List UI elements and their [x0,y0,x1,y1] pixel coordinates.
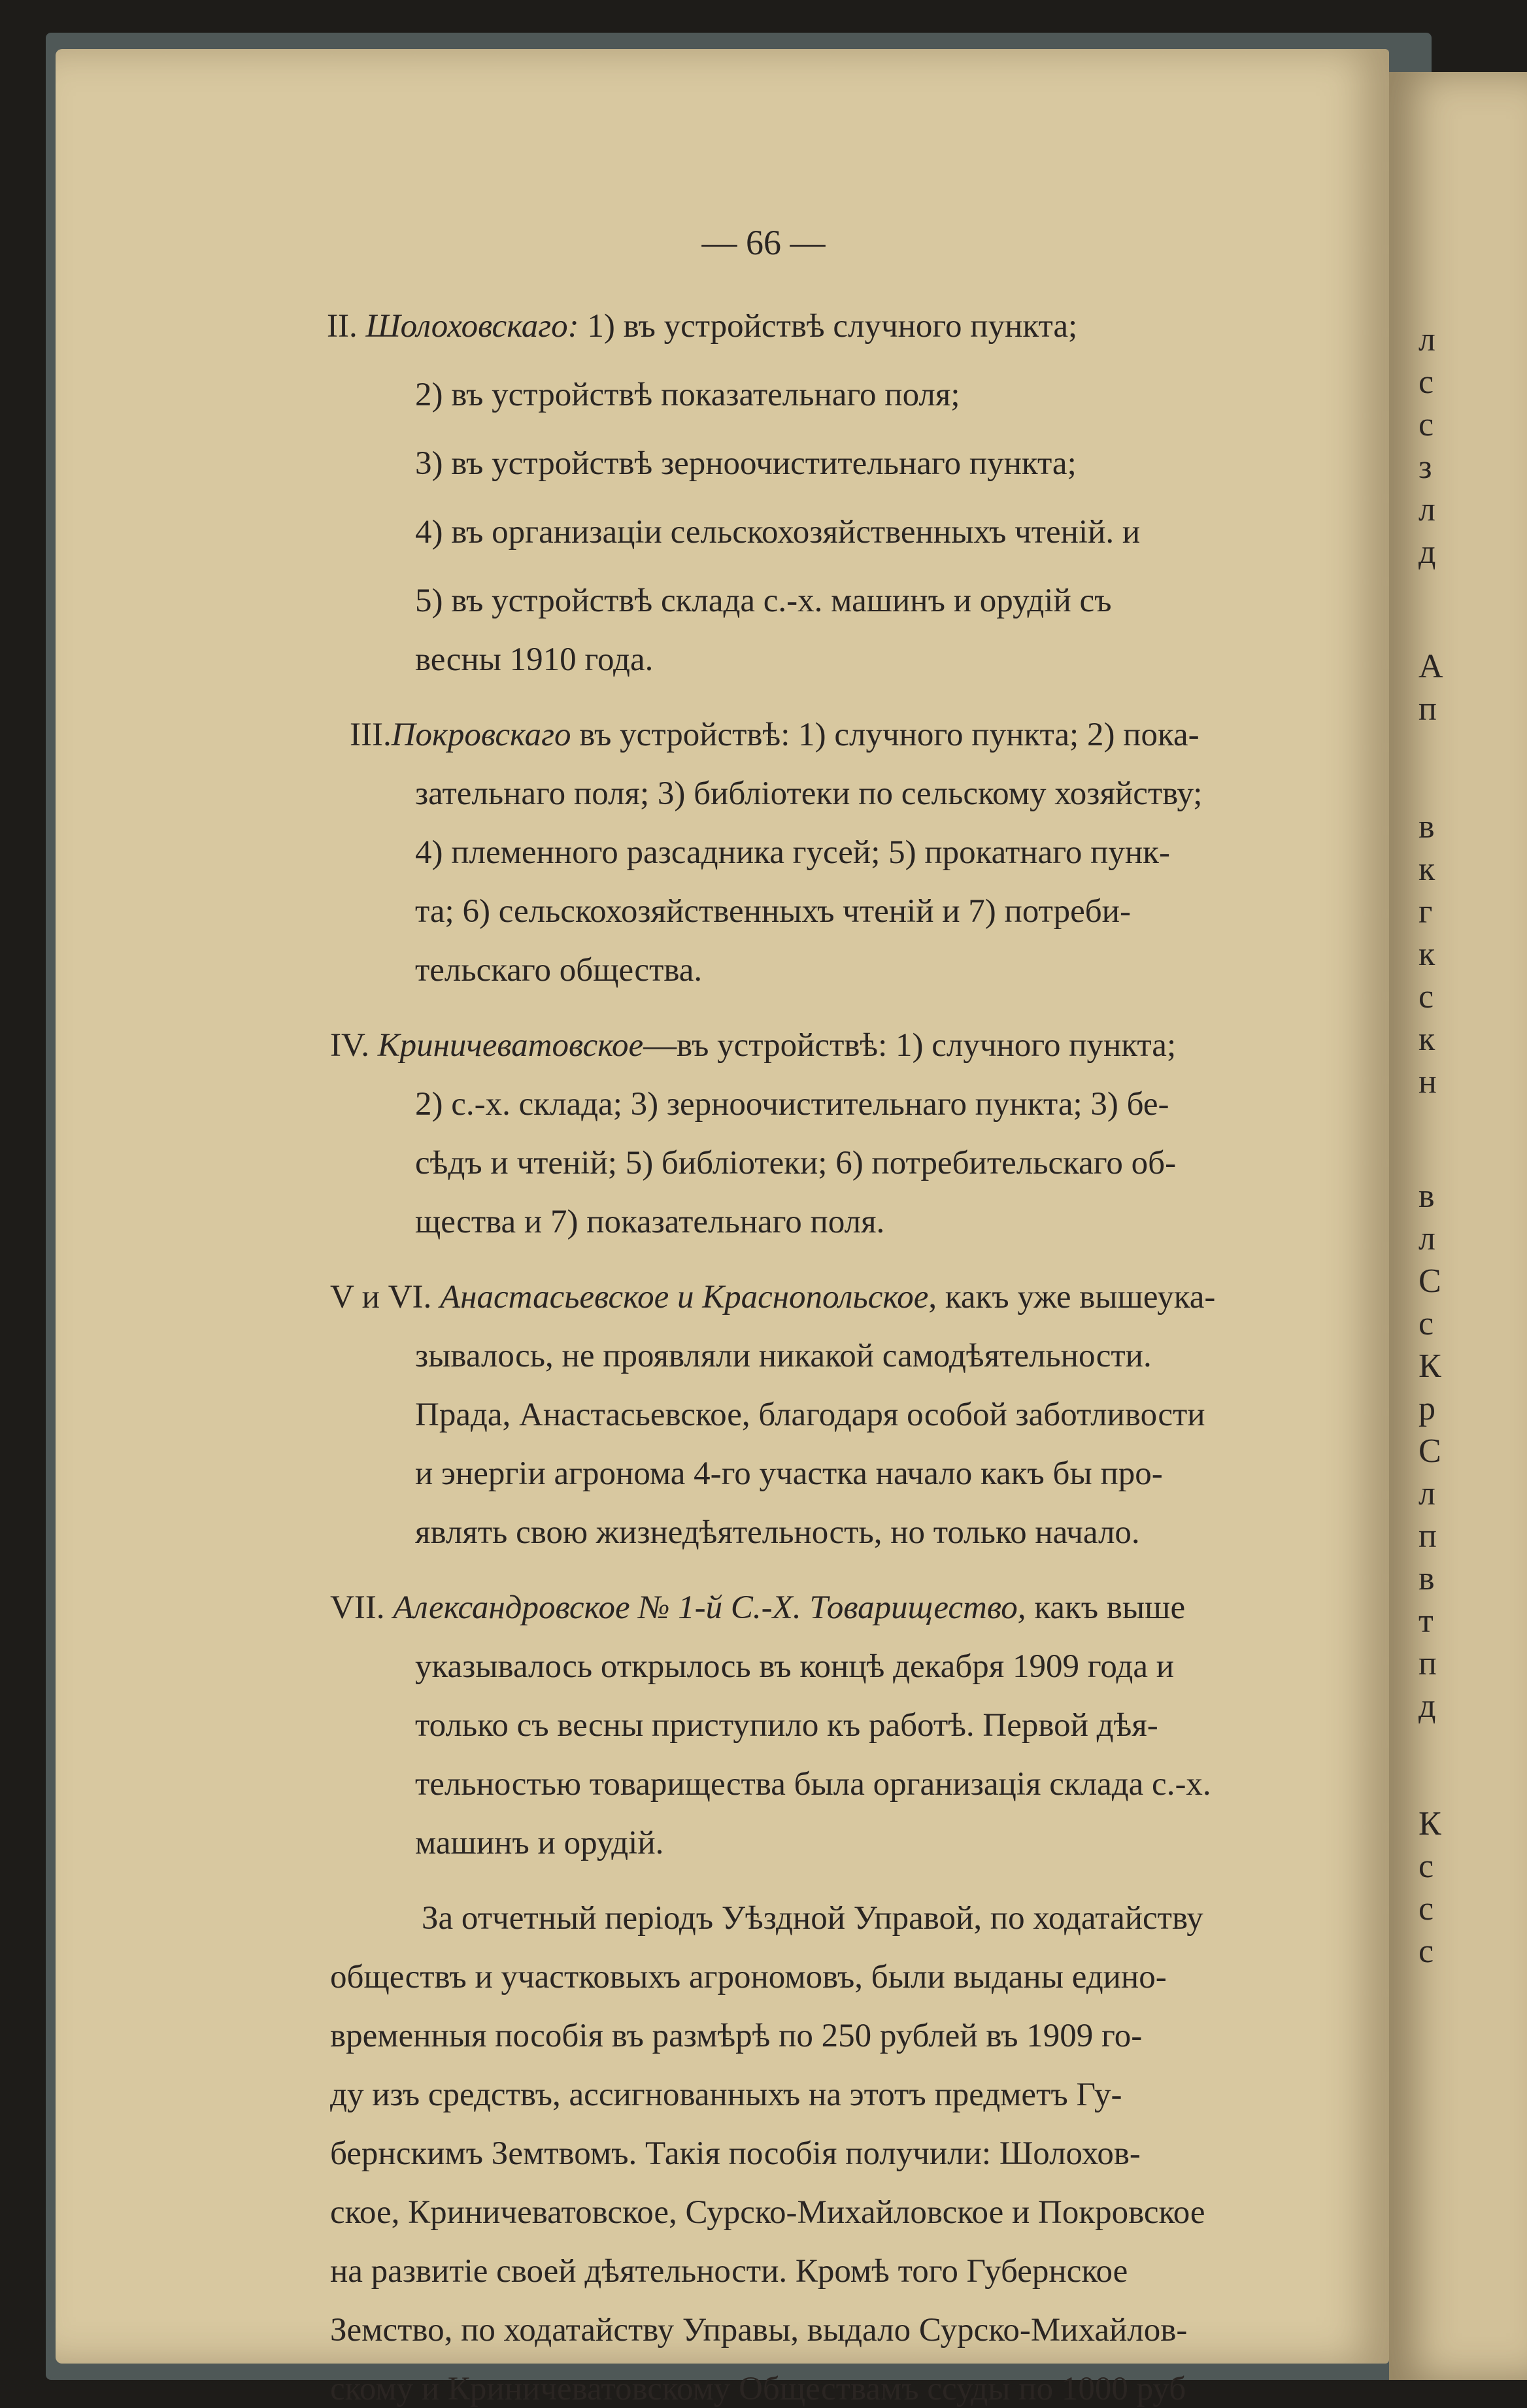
facing-page-letter: к [1418,851,1435,888]
text-line: только съ весны приступило къ работѣ. Первой дѣя- [415,1707,1158,1744]
facing-page-letter: С [1418,1433,1441,1470]
facing-page-letter: п [1418,1518,1437,1555]
text-line: обществъ и участковыхъ агрономовъ, были выданы едино- [330,1959,1167,1995]
section-name: Александровское № 1-й С.-Х. Товарищество, [393,1589,1026,1626]
section-name: Шолоховскаго: [365,308,579,345]
text-line: временныя пособія въ размѣрѣ по 250 рублей въ 1909 го- [330,2018,1143,2054]
facing-page-letter: к [1418,1021,1435,1058]
text-line: Земство, по ходатайству Управы, выдало Сурско-Михайлов- [330,2312,1188,2349]
facing-page-letter: л [1418,491,1435,528]
text-line: щества и 7) показательнаго поля. [415,1204,885,1240]
facing-page-letter: с [1418,1305,1434,1342]
section-name: Анастасьевское и Краснопольское [440,1279,929,1315]
facing-page-letter: н [1418,1063,1437,1100]
section-number: II. [327,308,358,345]
text-line [330,1589,1185,1627]
text-line: весны 1910 года. [415,641,654,678]
facing-page-letter: л [1418,321,1435,358]
text-line: ду изъ средствъ, ассигнованныхъ на этотъ предметъ Гу- [330,2077,1122,2113]
facing-page-letter: к [1418,936,1435,973]
facing-page-letter: с [1418,1848,1434,1885]
facing-page-letter: т [1418,1603,1434,1640]
facing-page-letter: з [1418,449,1432,486]
text-line [350,716,1200,754]
text-line [327,307,1077,345]
text-line [330,1278,1215,1316]
facing-page-letter: л [1418,1220,1435,1257]
text-line: скому и Криничеватовскому Обществамъ ссуды по 1000 руб [330,2371,1186,2407]
facing-page-letter: в [1418,808,1435,845]
facing-page-letter: п [1418,1645,1437,1682]
text-line: являть свою жизнедѣятельность, но только начало. [415,1514,1140,1551]
text-line: тельностью товарищества была организація склада с.-х. [415,1766,1211,1803]
text-line: 4) въ организаціи сельскохозяйственныхъ чтеній. и [415,514,1141,551]
line-text: , какъ уже вышеука- [928,1279,1216,1315]
facing-page-letter: с [1418,1890,1434,1927]
facing-page-letter: с [1418,1933,1434,1970]
text-line: 3) въ устройствѣ зерноочистительнаго пункта; [415,445,1077,482]
facing-page-edge [1389,72,1527,2380]
facing-page-letter: д [1418,1687,1436,1725]
facing-page-letter: г [1418,893,1433,930]
text-line: бернскимъ Земтвомъ. Такія пособія получили: Шолохов- [330,2135,1141,2172]
facing-page-letter: л [1418,1475,1435,1512]
facing-page-letter: С [1418,1263,1441,1300]
section-number: V и VI. [330,1279,432,1315]
facing-page-letter: с [1418,406,1434,443]
text-line: указывалось открылось въ концѣ декабря 1909 года и [415,1648,1175,1685]
facing-page-letter: п [1418,690,1437,728]
text-line: та; 6) сельскохозяйственныхъ чтеній и 7) потреби- [415,893,1131,930]
facing-page-letter: р [1418,1390,1435,1427]
section-name: Покровскаго [391,717,571,753]
text-line: 4) племенного разсадника гусей; 5) прокатнаго пунк- [415,834,1170,871]
text-line: машинъ и орудій. [415,1825,664,1861]
line-text: какъ выше [1034,1589,1186,1626]
text-line: 5) въ устройствѣ склада с.-х. машинъ и орудій съ [415,583,1112,619]
text-line: Прада, Анастасьевское, благодаря особой заботливости [415,1397,1205,1433]
facing-page-letter: с [1418,364,1434,401]
line-text: въ устройствѣ: 1) случного пункта; 2) пока- [579,717,1200,753]
text-line [330,1026,1176,1064]
text-line: зательнаго поля; 3) библіотеки по сельскому хозяйству; [415,775,1203,812]
facing-page-letter: с [1418,978,1434,1015]
section-name: Криничеватовское [377,1027,644,1064]
section-number: VII. [330,1589,385,1626]
text-line: зывалось, не проявляли никакой самодѣятельности. [415,1338,1152,1374]
line-text: 1) въ устройствѣ случного пункта; [587,308,1078,345]
facing-page-letter: в [1418,1560,1435,1597]
page-number: — 66 — [701,223,826,262]
text-line: и энергіи агронома 4-го участка начало какъ бы про- [415,1455,1163,1492]
text-line: 2) въ устройствѣ показательнаго поля; [415,377,960,413]
text-line: тельскаго общества. [415,952,703,989]
section-number: III. [350,717,392,753]
facing-page-letter: К [1418,1805,1441,1842]
text-line: За отчетный періодъ Уѣздной Управой, по ходатайству [422,1900,1203,1937]
text-line: 2) с.-х. склада; 3) зерноочистительнаго пункта; 3) бе- [415,1086,1169,1123]
line-text: —въ устройствѣ: 1) случного пункта; [643,1027,1177,1064]
section-number: IV. [330,1027,369,1064]
text-line: ское, Криничеватовское, Сурско-Михайловское и Покровское [330,2194,1205,2231]
facing-page-letter: д [1418,534,1436,571]
facing-page-letter: А [1418,648,1443,685]
facing-page-letter: К [1418,1348,1441,1385]
text-line: сѣдъ и чтеній; 5) библіотеки; 6) потребительскаго об- [415,1145,1177,1181]
facing-page-letter: в [1418,1178,1435,1215]
text-line: на развитіе своей дѣятельности. Кромѣ того Губернское [330,2253,1128,2290]
